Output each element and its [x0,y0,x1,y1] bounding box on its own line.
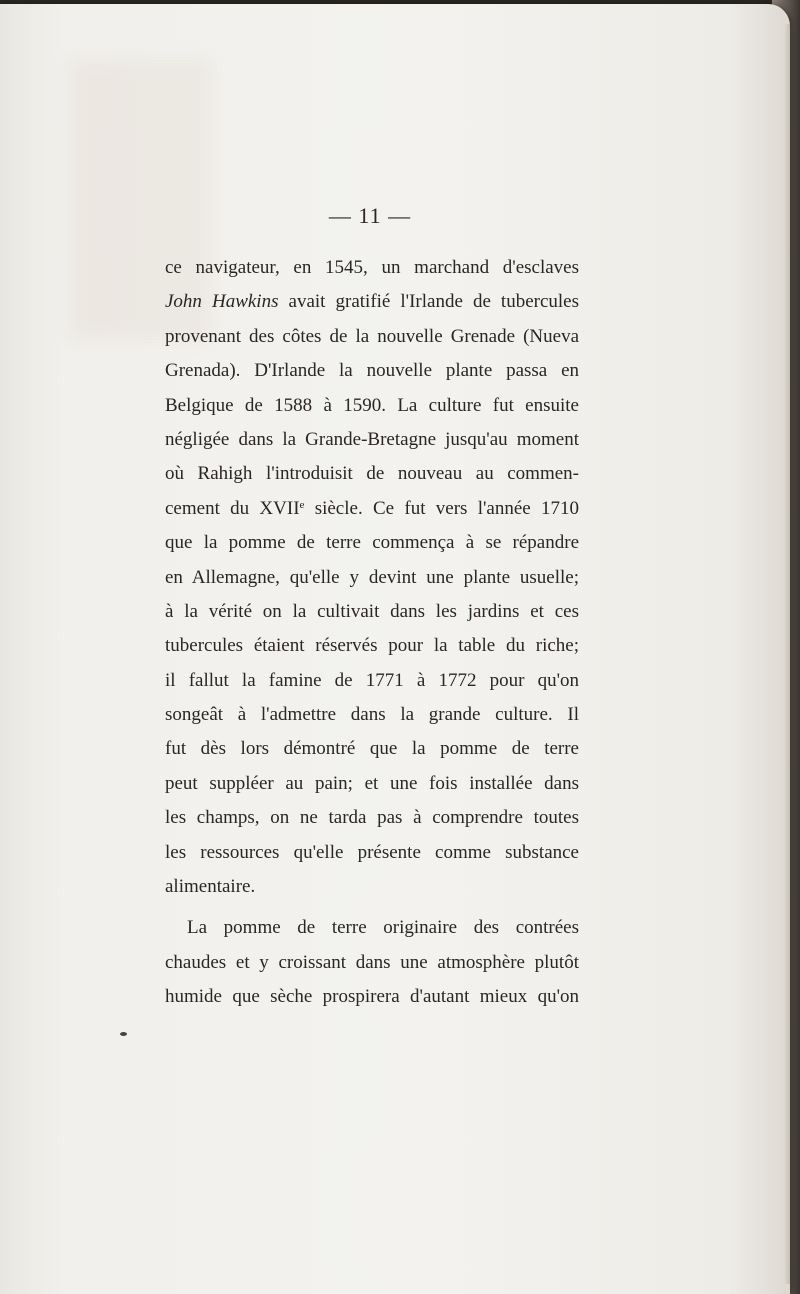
text-line: chaudes et y croissant dans une atmosphère plutôt [165,951,579,973]
superscript: e [299,498,305,511]
text-line: songeât à l'admettre dans la grande culture. Il [165,704,579,726]
text-line: les ressources qu'elle présente comme substance [165,841,579,863]
text-line: provenant des côtes de la nouvelle Grenade (Nueva [165,325,579,347]
paper-edge-shadow [784,24,790,1284]
text-line: les champs, on ne tarda pas à comprendre toutes [165,807,579,829]
text-line: humide que sèche prospirera d'autant mieux qu'on [165,986,579,1008]
text-line: il fallut la famine de 1771 à 1772 pour qu'on [165,669,579,691]
ink-speck [120,1032,127,1036]
text-line [165,492,579,526]
text-line: que la pomme de terre commença à se répandre [165,532,579,554]
text-line: en Allemagne, qu'elle y devint une plante usuelle; [165,566,579,588]
text-line: à la vérité on la cultivait dans les jardins et ces [165,600,579,622]
text-line: Grenada). D'Irlande la nouvelle plante passa en [165,360,579,382]
text-fragment: avait gratifié l'Irlande de tubercules [278,291,579,313]
text-line: La pomme de terre originaire des contrées [187,917,579,939]
text-line: où Rahigh l'introduisit de nouveau au commen- [165,463,579,485]
text-line [165,285,579,319]
text-fragment: cement du XVII [165,497,300,519]
text-line: négligée dans la Grande-Bretagne jusqu'au moment [165,428,579,450]
text-line: tubercules étaient réservés pour la table du riche; [165,635,579,657]
text-line: fut dès lors démontré que la pomme de terre [165,738,579,760]
text-fragment: siècle. Ce fut vers l'année 1710 [304,497,579,519]
text-line: peut suppléer au pain; et une fois installée dans [165,772,579,794]
text-line: alimentaire. [165,876,256,898]
page-number: — 11 — [328,203,412,228]
person-name: John Hawkins [165,291,279,313]
body-text [165,251,579,1015]
text-line: ce navigateur, en 1545, un marchand d'esclaves [165,257,579,278]
text-line: Belgique de 1588 à 1590. La culture fut ensuite [165,394,579,416]
paragraph-gap [165,904,579,911]
